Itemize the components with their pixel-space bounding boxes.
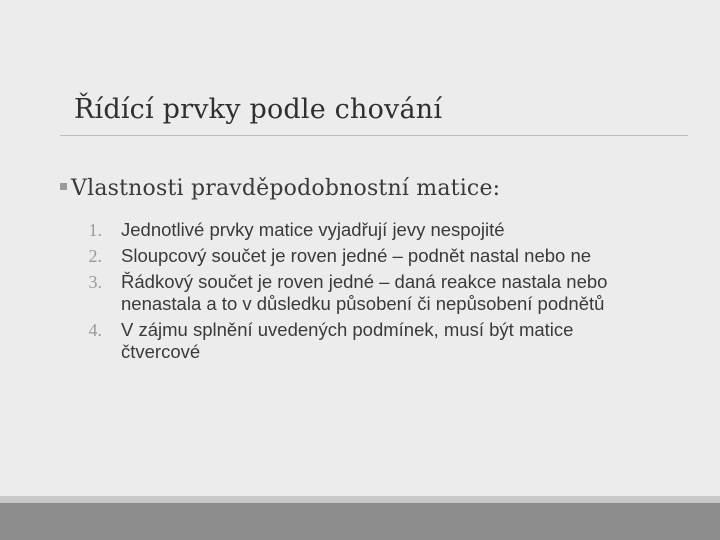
title-divider — [60, 135, 688, 136]
footer-highlight-strip — [0, 496, 720, 503]
numbered-list — [78, 219, 678, 367]
list-item-text: Sloupcový součet je roven jedné – podnět nastal nebo ne — [121, 245, 592, 266]
list-item — [78, 319, 621, 363]
list-item — [78, 245, 666, 267]
list-item-number: 3. — [88, 272, 102, 292]
list-item-number: 2. — [88, 246, 102, 266]
list-item-number: 4. — [88, 320, 102, 340]
list-item-text: Řádkový součet je roven jedné – daná reakce nastala nebo nenastala a to v důsledku působení či nepůsobení podnětů — [121, 271, 608, 314]
bullet-point — [60, 176, 500, 201]
list-item — [78, 271, 656, 315]
list-item-number: 1. — [88, 220, 102, 240]
bullet-text: Vlastnosti pravděpodobnostní matice: — [71, 176, 501, 201]
footer-bar — [0, 503, 720, 540]
slide-title: Řídící prvky podle chování — [74, 94, 443, 125]
list-item-text: Jednotlivé prvky matice vyjadřují jevy nespojité — [121, 219, 505, 240]
list-item — [78, 219, 681, 241]
list-item-text: V zájmu splnění uvedených podmínek, musí být matice čtvercové — [121, 319, 574, 362]
square-bullet-icon — [60, 183, 67, 190]
